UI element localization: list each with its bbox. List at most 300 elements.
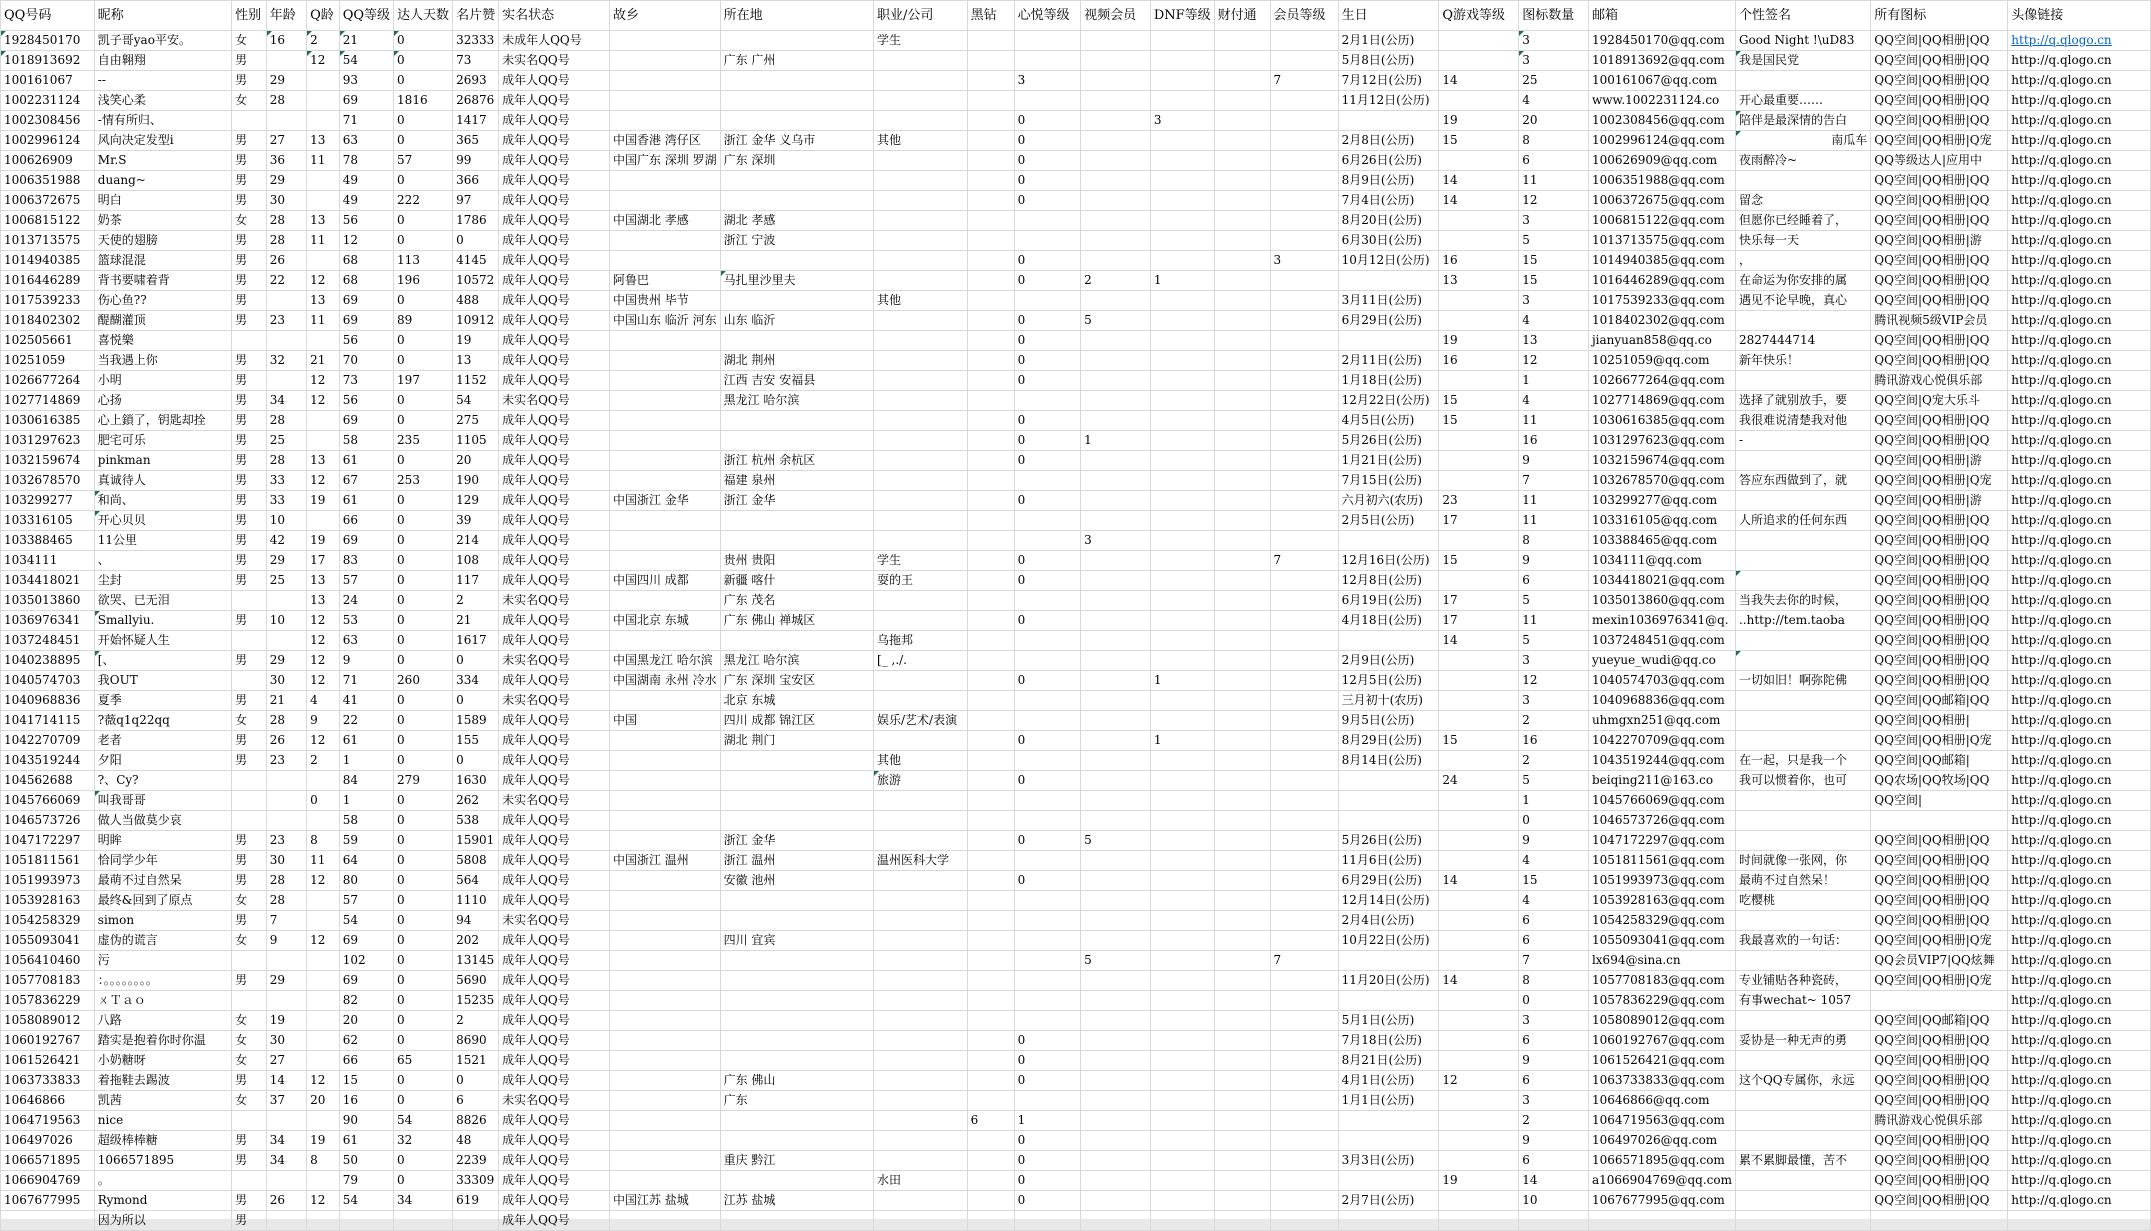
cell[interactable]	[609, 1131, 720, 1151]
cell[interactable]: 、	[94, 551, 231, 571]
cell[interactable]	[609, 831, 720, 851]
cell[interactable]	[1214, 311, 1270, 331]
cell[interactable]	[232, 811, 267, 831]
cell[interactable]	[1439, 651, 1519, 671]
cell[interactable]: 1630	[453, 771, 499, 791]
cell[interactable]: 0	[453, 231, 499, 251]
cell[interactable]	[232, 331, 267, 351]
cell[interactable]	[1270, 1031, 1338, 1051]
cell[interactable]	[720, 991, 873, 1011]
cell[interactable]: 103316105@qq.com	[1588, 511, 1735, 531]
cell[interactable]: 1057708183	[1, 971, 95, 991]
cell[interactable]	[874, 151, 968, 171]
cell[interactable]	[1081, 891, 1151, 911]
column-header[interactable]: 实名状态	[499, 1, 610, 31]
cell[interactable]	[967, 371, 1014, 391]
cell[interactable]: 1040968836@qq.com	[1588, 691, 1735, 711]
cell[interactable]: 84	[339, 771, 393, 791]
cell[interactable]	[1214, 931, 1270, 951]
cell[interactable]	[874, 271, 968, 291]
cell[interactable]	[1150, 1091, 1214, 1111]
cell[interactable]: 成年人QQ号	[499, 291, 610, 311]
cell[interactable]	[874, 791, 968, 811]
cell[interactable]	[967, 991, 1014, 1011]
cell[interactable]: 女	[232, 1091, 267, 1111]
cell[interactable]: 0	[394, 751, 453, 771]
cell[interactable]	[720, 891, 873, 911]
cell[interactable]	[1735, 1211, 1870, 1231]
cell[interactable]: 11	[307, 311, 340, 331]
cell[interactable]: mexin1036976341@q.	[1588, 611, 1735, 631]
cell[interactable]	[874, 591, 968, 611]
cell[interactable]: 0	[394, 951, 453, 971]
cell[interactable]	[1270, 531, 1338, 551]
cell[interactable]: 1051811561	[1, 851, 95, 871]
cell[interactable]	[1439, 1111, 1519, 1131]
cell[interactable]: 12	[307, 371, 340, 391]
cell[interactable]: 着拖鞋去踢波	[94, 1071, 231, 1091]
avatar-link-cell[interactable]: http://q.qlogo.cn	[2008, 831, 2151, 851]
cell[interactable]: 9	[307, 711, 340, 731]
cell[interactable]	[232, 951, 267, 971]
cell[interactable]: 马扎里沙里夫	[720, 271, 873, 291]
cell[interactable]: 9	[1519, 551, 1589, 571]
cell[interactable]	[266, 111, 306, 131]
cell[interactable]	[1150, 591, 1214, 611]
cell[interactable]: 0	[394, 571, 453, 591]
cell[interactable]	[967, 771, 1014, 791]
cell[interactable]: 0	[453, 691, 499, 711]
cell[interactable]	[1150, 631, 1214, 651]
cell[interactable]	[1439, 431, 1519, 451]
cell[interactable]	[1439, 1211, 1519, 1231]
cell[interactable]: ：。。。。。。。。	[94, 971, 231, 991]
cell[interactable]	[1270, 151, 1338, 171]
cell[interactable]: 24	[1439, 771, 1519, 791]
cell[interactable]: QQ空间|QQ相册|游	[1871, 491, 2008, 511]
cell[interactable]: 5	[1519, 631, 1589, 651]
cell[interactable]: 16	[1519, 431, 1589, 451]
cell[interactable]: 3	[1081, 531, 1151, 551]
cell[interactable]	[874, 391, 968, 411]
cell[interactable]: 538	[453, 811, 499, 831]
cell[interactable]: 54	[339, 1191, 393, 1211]
cell[interactable]: 未实名QQ号	[499, 51, 610, 71]
cell[interactable]: 0	[1014, 351, 1080, 371]
cell[interactable]	[874, 1031, 968, 1051]
cell[interactable]	[1214, 411, 1270, 431]
cell[interactable]: 0	[394, 451, 453, 471]
cell[interactable]	[1214, 511, 1270, 531]
cell[interactable]: 成年人QQ号	[499, 191, 610, 211]
cell[interactable]: 成年人QQ号	[499, 1051, 610, 1071]
cell[interactable]	[1150, 751, 1214, 771]
cell[interactable]: QQ空间|QQ相册|Q宠	[1871, 471, 2008, 491]
cell[interactable]	[1214, 1011, 1270, 1031]
cell[interactable]: 喜悦樂	[94, 331, 231, 351]
cell[interactable]: 12	[1519, 191, 1589, 211]
cell[interactable]	[1081, 351, 1151, 371]
cell[interactable]: 背书要啸着背	[94, 271, 231, 291]
cell[interactable]: 新年快乐！	[1735, 351, 1870, 371]
cell[interactable]: beiqing211@163.co	[1588, 771, 1735, 791]
cell[interactable]: 中国江苏 盐城	[609, 1191, 720, 1211]
cell[interactable]: 89	[394, 311, 453, 331]
cell[interactable]: 0	[394, 711, 453, 731]
cell[interactable]: 1	[1519, 371, 1589, 391]
cell[interactable]	[874, 171, 968, 191]
cell[interactable]: 1045766069	[1, 791, 95, 811]
cell[interactable]: 3	[1519, 31, 1589, 51]
cell[interactable]	[1150, 211, 1214, 231]
cell[interactable]	[1014, 511, 1080, 531]
cell[interactable]: 11月12日(公历)	[1338, 91, 1439, 111]
cell[interactable]	[1270, 391, 1338, 411]
cell[interactable]: QQ空间|QQ相册|QQ	[1871, 331, 2008, 351]
cell[interactable]: 10月22日(公历)	[1338, 931, 1439, 951]
cell[interactable]: 5690	[453, 971, 499, 991]
cell[interactable]: 成年人QQ号	[499, 351, 610, 371]
cell[interactable]	[1150, 471, 1214, 491]
cell[interactable]: 1055093041	[1, 931, 95, 951]
cell[interactable]: 0	[1014, 1171, 1080, 1191]
cell[interactable]	[609, 811, 720, 831]
cell[interactable]	[967, 751, 1014, 771]
cell[interactable]: QQ空间|QQ相册|QQ	[1871, 411, 2008, 431]
cell[interactable]	[307, 331, 340, 351]
cell[interactable]	[967, 151, 1014, 171]
cell[interactable]: 0	[394, 291, 453, 311]
cell[interactable]: 0	[1014, 551, 1080, 571]
cell[interactable]: 答应东西做到了，就	[1735, 471, 1870, 491]
cell[interactable]: 0	[1014, 731, 1080, 751]
cell[interactable]	[609, 771, 720, 791]
cell[interactable]: 浙江 温州	[720, 851, 873, 871]
cell[interactable]	[967, 31, 1014, 51]
cell[interactable]	[1214, 1171, 1270, 1191]
cell[interactable]	[967, 491, 1014, 511]
cell[interactable]	[609, 971, 720, 991]
avatar-link-cell[interactable]: http://q.qlogo.cn	[2008, 851, 2151, 871]
cell[interactable]: 0	[1014, 871, 1080, 891]
cell[interactable]: 27	[266, 131, 306, 151]
cell[interactable]: 12	[307, 391, 340, 411]
cell[interactable]: 32	[266, 351, 306, 371]
cell[interactable]: 0	[1014, 111, 1080, 131]
avatar-link-cell[interactable]: http://q.qlogo.cn	[2008, 231, 2151, 251]
column-header[interactable]: DNF等级	[1150, 1, 1214, 31]
cell[interactable]: 58	[339, 811, 393, 831]
cell[interactable]	[1214, 291, 1270, 311]
cell[interactable]	[1150, 251, 1214, 271]
cell[interactable]: 6	[1519, 931, 1589, 951]
cell[interactable]: 26	[266, 731, 306, 751]
cell[interactable]: 5	[1081, 951, 1151, 971]
cell[interactable]: QQ空间|QQ相册|QQ	[1871, 1171, 2008, 1191]
cell[interactable]: 102	[339, 951, 393, 971]
cell[interactable]: 成年人QQ号	[499, 251, 610, 271]
cell[interactable]: 未实名QQ号	[499, 691, 610, 711]
cell[interactable]	[967, 611, 1014, 631]
column-header[interactable]: 故乡	[609, 1, 720, 31]
cell[interactable]: 1110	[453, 891, 499, 911]
cell[interactable]	[1150, 411, 1214, 431]
cell[interactable]: 1056410460	[1, 951, 95, 971]
cell[interactable]: 13	[307, 571, 340, 591]
cell[interactable]	[874, 1091, 968, 1111]
cell[interactable]	[874, 931, 968, 951]
cell[interactable]	[1081, 971, 1151, 991]
cell[interactable]: 0	[453, 651, 499, 671]
cell[interactable]	[967, 251, 1014, 271]
cell[interactable]	[1081, 1191, 1151, 1211]
cell[interactable]	[266, 331, 306, 351]
cell[interactable]: 113	[394, 251, 453, 271]
cell[interactable]	[874, 471, 968, 491]
avatar-link-cell[interactable]: http://q.qlogo.cn	[2008, 1011, 2151, 1031]
column-header[interactable]: 会员等级	[1270, 1, 1338, 31]
cell[interactable]: 9	[1519, 831, 1589, 851]
cell[interactable]: 中国山东 临沂 河东	[609, 311, 720, 331]
cell[interactable]: 1018913692	[1, 51, 95, 71]
column-header[interactable]: 邮箱	[1588, 1, 1735, 31]
cell[interactable]	[1270, 671, 1338, 691]
cell[interactable]	[1214, 951, 1270, 971]
cell[interactable]	[1270, 931, 1338, 951]
avatar-link-cell[interactable]: http://q.qlogo.cn	[2008, 691, 2151, 711]
cell[interactable]	[967, 831, 1014, 851]
cell[interactable]	[609, 1211, 720, 1231]
cell[interactable]: 8	[1519, 971, 1589, 991]
cell[interactable]: 1928450170@qq.com	[1588, 31, 1735, 51]
cell[interactable]: QQ会员VIP7|QQ炫舞	[1871, 951, 2008, 971]
cell[interactable]: 浙江 宁波	[720, 231, 873, 251]
cell[interactable]	[1014, 791, 1080, 811]
cell[interactable]	[967, 271, 1014, 291]
cell[interactable]: 污	[94, 951, 231, 971]
cell[interactable]: 这个QQ专属你，永远	[1735, 1071, 1870, 1091]
cell[interactable]	[1150, 1131, 1214, 1151]
cell[interactable]: 0	[1014, 1191, 1080, 1211]
cell[interactable]: 成年人QQ号	[499, 271, 610, 291]
cell[interactable]	[967, 531, 1014, 551]
cell[interactable]: 69	[339, 531, 393, 551]
cell[interactable]	[1014, 631, 1080, 651]
cell[interactable]: 成年人QQ号	[499, 1131, 610, 1151]
cell[interactable]: 女	[232, 1031, 267, 1051]
cell[interactable]	[1270, 131, 1338, 151]
cell[interactable]: 成年人QQ号	[499, 1011, 610, 1031]
cell[interactable]: 黑龙江 哈尔滨	[720, 651, 873, 671]
cell[interactable]	[1270, 651, 1338, 671]
cell[interactable]	[1338, 791, 1439, 811]
cell[interactable]	[307, 171, 340, 191]
cell[interactable]	[1270, 591, 1338, 611]
cell[interactable]: 16	[1439, 251, 1519, 271]
cell[interactable]	[307, 411, 340, 431]
cell[interactable]: 女	[232, 891, 267, 911]
cell[interactable]: 24	[339, 591, 393, 611]
cell[interactable]: 心上鎖了，钥匙却拴	[94, 411, 231, 431]
cell[interactable]	[1439, 91, 1519, 111]
cell[interactable]: 中国湖北 孝感	[609, 211, 720, 231]
cell[interactable]	[874, 1111, 968, 1131]
cell[interactable]	[1338, 331, 1439, 351]
avatar-link-cell[interactable]: http://q.qlogo.cn	[2008, 1151, 2151, 1171]
cell[interactable]: 1055093041@qq.com	[1588, 931, 1735, 951]
cell[interactable]: 女	[232, 1051, 267, 1071]
cell[interactable]	[967, 1191, 1014, 1211]
cell[interactable]	[609, 71, 720, 91]
cell[interactable]: 8月14日(公历)	[1338, 751, 1439, 771]
cell[interactable]: 1035013860@qq.com	[1588, 591, 1735, 611]
cell[interactable]	[967, 571, 1014, 591]
cell[interactable]: QQ空间|QQ相册|QQ	[1871, 551, 2008, 571]
cell[interactable]: 0	[394, 231, 453, 251]
cell[interactable]	[1519, 1211, 1589, 1231]
cell[interactable]: 0	[1014, 1051, 1080, 1071]
cell[interactable]	[1014, 911, 1080, 931]
avatar-link-cell[interactable]: http://q.qlogo.cn	[2008, 1051, 2151, 1071]
cell[interactable]: 30	[266, 851, 306, 871]
cell[interactable]: 0	[394, 1091, 453, 1111]
avatar-link-cell[interactable]: http://q.qlogo.cn	[2008, 911, 2151, 931]
cell[interactable]: 男	[232, 851, 267, 871]
cell[interactable]: 1521	[453, 1051, 499, 1071]
cell[interactable]: 女	[232, 931, 267, 951]
cell[interactable]: 0	[394, 211, 453, 231]
cell[interactable]: 28	[266, 891, 306, 911]
cell[interactable]: 0	[394, 891, 453, 911]
cell[interactable]	[1270, 851, 1338, 871]
cell[interactable]: 1006372675@qq.com	[1588, 191, 1735, 211]
cell[interactable]: 男	[232, 1131, 267, 1151]
cell[interactable]	[1270, 31, 1338, 51]
cell[interactable]	[967, 431, 1014, 451]
cell[interactable]	[266, 591, 306, 611]
cell[interactable]: 2月9日(公历)	[1338, 651, 1439, 671]
cell[interactable]: QQ空间|QQ邮箱|QQ	[1871, 691, 2008, 711]
cell[interactable]	[1150, 131, 1214, 151]
cell[interactable]: 15	[1519, 251, 1589, 271]
avatar-link-cell[interactable]: http://q.qlogo.cn	[2008, 431, 2151, 451]
cell[interactable]	[1081, 411, 1151, 431]
cell[interactable]	[1014, 1091, 1080, 1111]
cell[interactable]: 男	[232, 831, 267, 851]
cell[interactable]: 106497026	[1, 1131, 95, 1151]
cell[interactable]	[609, 351, 720, 371]
cell[interactable]	[1270, 51, 1338, 71]
cell[interactable]: 踏实是抱着你时你温	[94, 1031, 231, 1051]
cell[interactable]	[1150, 1171, 1214, 1191]
cell[interactable]: 1002996124@qq.com	[1588, 131, 1735, 151]
cell[interactable]: 成年人QQ号	[499, 111, 610, 131]
cell[interactable]: 27	[266, 1051, 306, 1071]
cell[interactable]: 202	[453, 931, 499, 951]
cell[interactable]: 275	[453, 411, 499, 431]
cell[interactable]: QQ空间|QQ相册|QQ	[1871, 591, 2008, 611]
cell[interactable]: 1051811561@qq.com	[1588, 851, 1735, 871]
cell[interactable]: 小明	[94, 371, 231, 391]
cell[interactable]	[1081, 91, 1151, 111]
cell[interactable]: 0	[1014, 451, 1080, 471]
cell[interactable]: 男	[232, 1151, 267, 1171]
cell[interactable]	[1150, 391, 1214, 411]
cell[interactable]	[874, 1191, 968, 1211]
cell[interactable]	[266, 991, 306, 1011]
cell[interactable]	[1214, 591, 1270, 611]
cell[interactable]	[1214, 91, 1270, 111]
cell[interactable]	[720, 1171, 873, 1191]
cell[interactable]: 5	[1519, 591, 1589, 611]
cell[interactable]: 1034111@qq.com	[1588, 551, 1735, 571]
avatar-link-cell[interactable]: http://q.qlogo.cn	[2008, 1031, 2151, 1051]
cell[interactable]: 成年人QQ号	[499, 871, 610, 891]
cell[interactable]: 男	[232, 511, 267, 531]
cell[interactable]: 61	[339, 731, 393, 751]
cell[interactable]	[1150, 691, 1214, 711]
cell[interactable]: 1月1日(公历)	[1338, 1091, 1439, 1111]
cell[interactable]	[1439, 1011, 1519, 1031]
cell[interactable]: QQ空间|QQ相册|QQ	[1871, 291, 2008, 311]
avatar-link-cell[interactable]: http://q.qlogo.cn	[2008, 591, 2151, 611]
cell[interactable]: 成年人QQ号	[499, 471, 610, 491]
cell[interactable]: 214	[453, 531, 499, 551]
cell[interactable]	[1214, 891, 1270, 911]
cell[interactable]: 在一起，只是我一个	[1735, 751, 1870, 771]
cell[interactable]: 253	[394, 471, 453, 491]
cell[interactable]	[720, 771, 873, 791]
cell[interactable]: QQ空间|QQ相册|游	[1871, 451, 2008, 471]
avatar-link-cell[interactable]: http://q.qlogo.cn	[2008, 271, 2151, 291]
cell[interactable]: Good Night !\uD83	[1735, 31, 1870, 51]
cell[interactable]	[307, 251, 340, 271]
cell[interactable]: 34	[266, 1151, 306, 1171]
cell[interactable]: -	[1735, 431, 1870, 451]
cell[interactable]: 留念	[1735, 191, 1870, 211]
cell[interactable]	[1150, 791, 1214, 811]
cell[interactable]: 21	[453, 611, 499, 631]
cell[interactable]	[874, 911, 968, 931]
cell[interactable]: 4	[1519, 891, 1589, 911]
cell[interactable]: 男	[232, 411, 267, 431]
cell[interactable]: 4月5日(公历)	[1338, 411, 1439, 431]
cell[interactable]	[720, 1131, 873, 1151]
avatar-link-cell[interactable]: http://q.qlogo.cn	[2008, 531, 2151, 551]
cell[interactable]: 6	[1519, 151, 1589, 171]
cell[interactable]	[1270, 1111, 1338, 1131]
cell[interactable]	[266, 951, 306, 971]
cell[interactable]: 1047172297	[1, 831, 95, 851]
cell[interactable]: 279	[394, 771, 453, 791]
cell[interactable]: 10572	[453, 271, 499, 291]
cell[interactable]	[1014, 531, 1080, 551]
cell[interactable]: 1058089012@qq.com	[1588, 1011, 1735, 1031]
cell[interactable]: 我是国民党	[1735, 51, 1870, 71]
cell[interactable]	[1439, 451, 1519, 471]
cell[interactable]: 1061526421@qq.com	[1588, 1051, 1735, 1071]
cell[interactable]	[874, 671, 968, 691]
cell[interactable]	[1081, 231, 1151, 251]
avatar-link-cell[interactable]: http://q.qlogo.cn	[2008, 511, 2151, 531]
cell[interactable]	[1338, 1131, 1439, 1151]
cell[interactable]: 12	[307, 1191, 340, 1211]
cell[interactable]	[1081, 1111, 1151, 1131]
cell[interactable]: QQ空间|QQ相册|QQ	[1871, 211, 2008, 231]
cell[interactable]	[609, 1111, 720, 1131]
cell[interactable]: 4	[1519, 311, 1589, 331]
cell[interactable]: 63	[339, 631, 393, 651]
